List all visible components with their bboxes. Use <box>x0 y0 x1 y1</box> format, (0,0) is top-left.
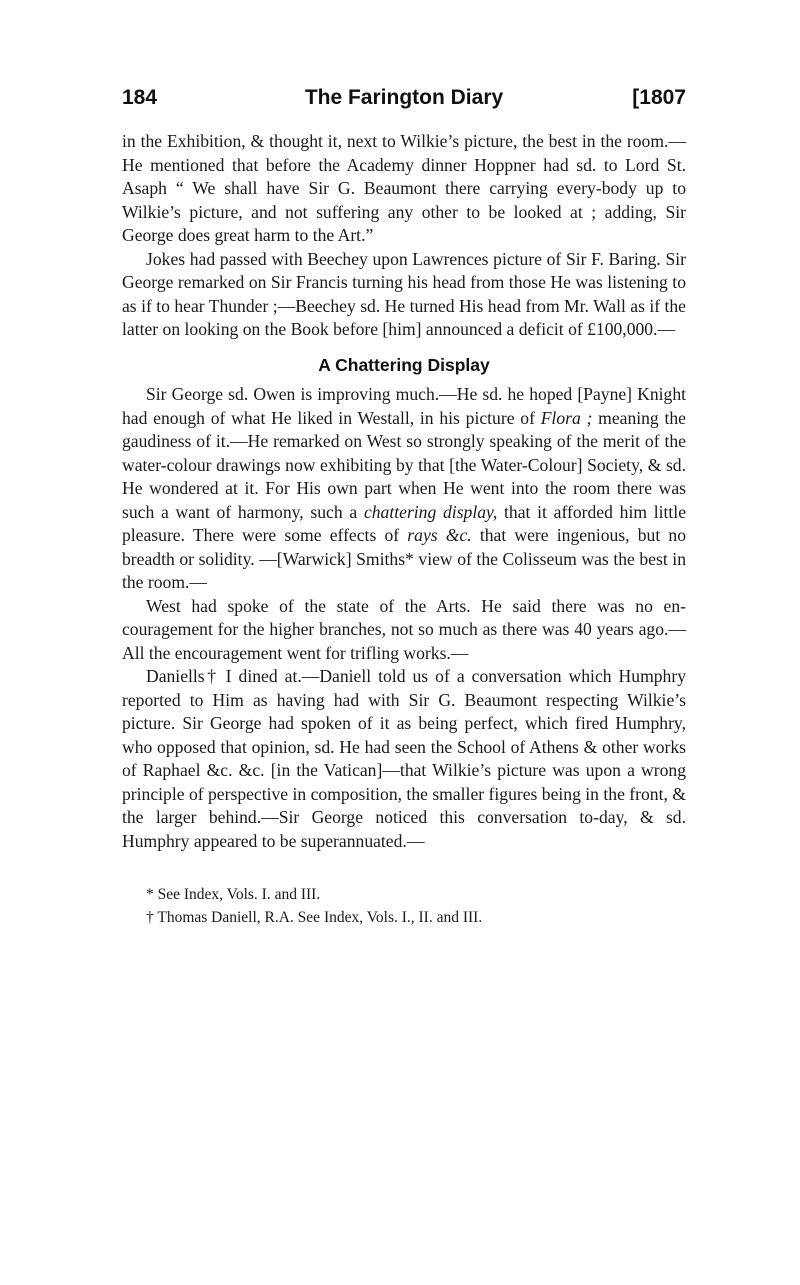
year-marker: [1807 <box>632 86 686 109</box>
paragraph-2: Jokes had passed with Beechey upon Lawrences picture of Sir F. Baring. Sir George remarked on Sir Francis turning his head from those He was listening to as if to hear Thunder ;—Beechey sd. He turned His head from Mr. Wall as if the latter on looking on the Book before [him] announced a deficit of £100,000.— <box>122 248 686 339</box>
italic-rays: rays &c. <box>407 525 472 545</box>
paragraph-4: West had spoke of the state of the Arts. He said there was no en-couragement for the higher branches, not so much as there was 40 years ago.—All the encouragement went for trifling works.— <box>122 595 686 663</box>
paragraph-3-part-d: that were ingenious, but no breadth or solidity. —[Warwick] Smiths* view of the Colisseum was the best in the room.— <box>122 525 686 592</box>
paragraph-5: Daniells† I dined at.—Daniell told us of a conversation which Humphry reported to Him as having had with Sir G. Beaumont respecting Wilkie’s picture. Sir George had spoken of it as being perfect, which fired Humphry, who opposed that opinion, sd. He had seen the School of Athens & other works of Raphael &c. &c. [in the Vatican]—that Wilkie’s picture was upon a wrong principle of perspective in composition, the smaller figures being in the front, & the larger behind.—Sir George noticed this conversation to-day, & sd. Humphry appeared to be superannuated.— <box>122 666 686 851</box>
footnote-2: † Thomas Daniell, R.A. See Index, Vols. I., II. and III. <box>146 909 483 926</box>
footnotes <box>122 883 686 929</box>
section-heading: A Chattering Display <box>318 354 490 375</box>
paragraph-3-part-b: meaning the gaudiness of it.—He remarked on West so strongly speaking of the merit of the water-colour drawings now exhibiting by that [the Water-Colour] Society, & sd. He wondered at it. For His own part when He went into the room there was such a want of harmony, such a <box>122 407 686 522</box>
paragraph-3 <box>122 383 686 595</box>
paragraph-1: in the Exhibition, & thought it, next to Wilkie’s picture, the best in the room.—He mentioned that before the Academy dinner Hoppner had sd. to Lord St. Asaph “ We shall have Sir G. Beaumont there carrying every-body up to Wilkie’s picture, and not suffering any other to be looked at ; adding, Sir George does great harm to the Art.” <box>122 131 686 245</box>
paragraph-3-part-a: Sir George sd. Owen is improving much.—He sd. he hoped [Payne] Knight had enough of what He liked in Westall, in his picture of <box>122 384 686 428</box>
book-title: The Farington Diary <box>304 86 504 109</box>
page-number: 184 <box>122 86 158 109</box>
running-head <box>122 86 686 118</box>
paragraph-3-part-c: that it afforded him little pleasure. There were some effects of <box>122 501 687 545</box>
italic-chattering-display: chattering display, <box>363 501 498 522</box>
italic-flora: Flora ; <box>540 407 593 428</box>
body-text <box>122 130 686 853</box>
book-page <box>122 86 686 929</box>
footnote-1: * See Index, Vols. I. and III. <box>146 886 321 903</box>
